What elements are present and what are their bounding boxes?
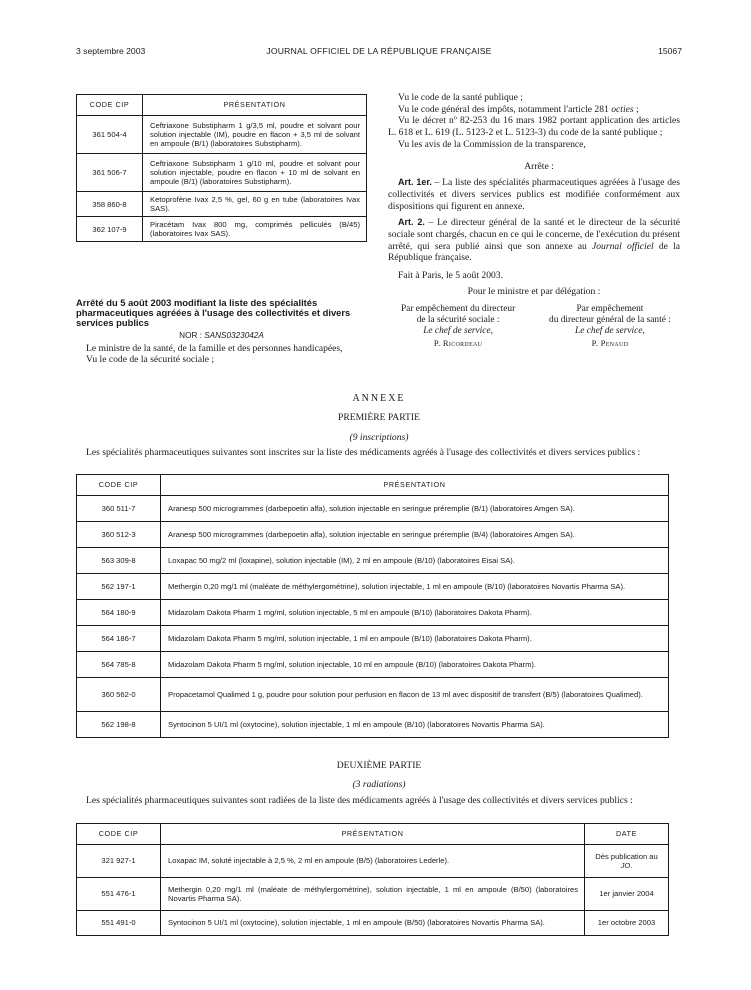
visa-italic-text: octies <box>611 103 634 115</box>
visa-paragraph: Vu le code de la santé publique ; <box>398 92 523 103</box>
right-column <box>388 92 680 348</box>
presentation-cell: Aranesp 500 microgrammes (darbepoetin alfa), solution injectable en seringue préremplie (B/1) (laboratoires Amgen SA). <box>161 496 669 522</box>
date-cell <box>585 845 669 878</box>
article-1 <box>388 177 680 212</box>
arrete-title: Arrêté du 5 août 2003 modifiant la liste des spécialités pharmaceutiques agréées à l'usage des collectivités et divers services publics <box>76 297 351 328</box>
header-page-number: 15067 <box>658 46 682 56</box>
column-header-cip: CODE CIP <box>77 95 143 116</box>
presentation-cell: Aranesp 500 microgrammes (darbepoetin alfa), solution injectable en seringue préremplie (B/4) (laboratoires Amgen SA). <box>161 522 669 548</box>
table-row <box>77 548 669 574</box>
cip-cell: 360 562-0 <box>77 678 161 712</box>
presentation-cell: Midazolam Dakota Pharm 5 mg/ml, solution injectable, 10 ml en ampoule (B/10) (laboratoires Dakota Pharm). <box>161 652 669 678</box>
cip-cell: 562 197-1 <box>77 574 161 600</box>
table-row <box>77 116 367 154</box>
fait-a-paris: Fait à Paris, le 5 août 2003. <box>398 270 503 282</box>
cip-cell: 551 491-0 <box>77 911 161 936</box>
table-row <box>77 192 367 217</box>
table-header-row <box>77 475 669 496</box>
table-row <box>77 911 669 936</box>
date-text: 1er octobre 2003 <box>597 918 656 928</box>
cip-cell: 564 785-8 <box>77 652 161 678</box>
article-2-italic: Journal officiel <box>592 240 654 252</box>
presentation-cell: Loxapac 50 mg/2 ml (loxapine), solution injectable (IM), 2 ml en ampoule (B/10) (laboratoires Eisai SA). <box>161 548 669 574</box>
part2-title: DEUXIÈME PARTIE <box>336 760 422 771</box>
nor-label: NOR : <box>179 330 202 340</box>
signature-name: P. Ricordeau <box>433 337 483 348</box>
table-row <box>77 600 669 626</box>
table-inscriptions <box>76 474 669 738</box>
article-1-label: Art. 1er. <box>398 177 432 188</box>
part2-count: (3 radiations) <box>352 779 406 790</box>
presentation-cell: Piracétam Ivax 800 mg, comprimés pelliculés (B/45) (laboratoires Ivax SAS). <box>143 217 367 242</box>
date-text-end: . <box>630 861 633 870</box>
cip-cell: 361 504-4 <box>77 116 143 154</box>
signature-name: P. Penaud <box>591 337 629 348</box>
cip-cell: 564 186-7 <box>77 626 161 652</box>
table-header-row <box>77 95 367 116</box>
visa-paragraph: Vu le décret nº 82-253 du 16 mars 1982 portant application des articles L. 618 et L. 619 (L. 5123-2 et L. 5123-3) du code de la santé publique ; <box>388 115 680 139</box>
nor-reference <box>76 331 367 340</box>
presentation-cell: Loxapac IM, soluté injectable à 2,5 %, 2 ml en ampoule (B/5) (laboratoires Lederle). <box>161 845 585 878</box>
date-italic: JO <box>620 861 631 870</box>
table-header-row <box>77 824 669 845</box>
delegation-line: Pour le ministre et par délégation : <box>467 285 601 297</box>
table-row <box>77 878 669 911</box>
article-2-text-end: de la République française. <box>388 240 680 264</box>
signature-role: Le chef de service, <box>575 326 645 337</box>
table-row <box>77 678 669 712</box>
part1-count: (9 inscriptions) <box>349 432 409 443</box>
table-row <box>77 496 669 522</box>
cip-cell: 321 927-1 <box>77 845 161 878</box>
header-title: JOURNAL OFFICIEL DE LA RÉPUBLIQUE FRANÇAISE <box>266 46 492 56</box>
signature-line: du directeur général de la santé : <box>549 315 671 326</box>
column-header-date: DATE <box>585 824 669 845</box>
annexe-title: ANNEXE <box>352 393 406 404</box>
arrete-section <box>76 298 367 366</box>
date-cell <box>585 911 669 936</box>
cip-cell: 551 476-1 <box>77 878 161 911</box>
presentation-cell: Midazolam Dakota Pharm 5 mg/ml, solution injectable, 1 ml en ampoule (B/10) (laboratoires Dakota Pharm). <box>161 626 669 652</box>
signature-line: Par empêchement du directeur <box>400 303 516 314</box>
article-1-text: – La liste des spécialités pharmaceutiques agréées à l'usage des collectivités et divers services publics est modifiée conformément aux dispositions qui figurent en annexe. <box>388 177 680 212</box>
signatures <box>388 304 680 349</box>
table-row <box>77 652 669 678</box>
arrete-paragraph: Vu le code de la sécurité sociale ; <box>86 354 215 366</box>
table-row <box>77 626 669 652</box>
table-row <box>77 217 367 242</box>
presentation-cell: Ceftriaxone Substipharm 1 g/3,5 ml, poudre et solvant pour solution injectable (IM), poudre en flacon + 3,5 ml de solvant en ampoule (B/1) (laboratoires Substipharm). <box>143 116 367 154</box>
presentation-cell: Syntocinon 5 UI/1 ml (oxytocine), solution injectable, 1 ml en ampoule (B/50) (laboratoires Novartis Pharma SA). <box>161 911 585 936</box>
visa-paragraph <box>388 104 680 116</box>
date-text: 1er janvier 2004 <box>599 889 654 899</box>
article-2-text: – Le directeur général de la santé et le directeur de la sécurité sociale sont chargés, chacun en ce qui le concerne, de l'exécution du présent arrêté, qui sera publié ainsi que son annexe au <box>388 217 680 252</box>
signature-left <box>388 304 528 349</box>
signature-right <box>540 304 680 349</box>
column-header-cip: CODE CIP <box>77 475 161 496</box>
visa-text: ; <box>636 103 639 115</box>
nor-code: SANS0323042A <box>204 330 264 340</box>
presentation-cell: Ceftriaxone Substipharm 1 g/10 ml, poudre et solvant pour solution injectable, poudre en flacon + 10 ml de solvant en ampoule (B/1) (laboratoires Substipharm). <box>143 154 367 192</box>
cip-cell: 564 180-9 <box>77 600 161 626</box>
cip-cell: 362 107-9 <box>77 217 143 242</box>
visa-paragraph: Vu les avis de la Commission de la transparence, <box>398 138 586 150</box>
presentation-cell: Syntocinon 5 UI/1 ml (oxytocine), solution injectable, 1 ml en ampoule (B/10) (laboratoires Novartis Pharma SA). <box>161 712 669 738</box>
presentation-cell: Midazolam Dakota Pharm 1 mg/ml, solution injectable, 5 ml en ampoule (B/10) (laboratoires Dakota Pharm). <box>161 600 669 626</box>
column-header-cip: CODE CIP <box>77 824 161 845</box>
table-top <box>76 94 367 242</box>
arrete-paragraph: Le ministre de la santé, de la famille et des personnes handicapées, <box>86 342 343 354</box>
table-radiations <box>76 823 669 936</box>
signature-line: de la sécurité sociale : <box>416 315 500 326</box>
page-header <box>76 46 682 60</box>
presentation-cell: Propacetamol Qualimed 1 g, poudre pour solution pour perfusion en flacon de 13 ml avec dispositif de transfert (B/5) (laboratoires Qualimed). <box>161 678 669 712</box>
article-2-label: Art. 2. <box>398 217 425 228</box>
presentation-cell: Methergin 0,20 mg/1 ml (maléate de méthylergométrine), solution injectable, 1 ml en ampoule (B/50) (laboratoires Novartis Pharma SA). <box>161 878 585 911</box>
column-header-presentation: PRÉSENTATION <box>161 824 585 845</box>
presentation-cell: Ketoprofène Ivax 2,5 %, gel, 60 g en tube (laboratoires Ivax SAS). <box>143 192 367 217</box>
part1-intro: Les spécialités pharmaceutiques suivantes sont inscrites sur la liste des médicaments agréés à l'usage des collectivités et divers services publics : <box>86 447 641 458</box>
table-row <box>77 522 669 548</box>
cip-cell: 563 309-8 <box>77 548 161 574</box>
part2-intro: Les spécialités pharmaceutiques suivantes sont radiées de la liste des médicaments agréés à l'usage des collectivités et divers services publics : <box>86 795 633 806</box>
header-date: 3 septembre 2003 <box>76 46 146 56</box>
table-row <box>77 574 669 600</box>
signature-line: Par empêchement <box>576 303 644 314</box>
article-2 <box>388 217 680 264</box>
cip-cell: 360 511-7 <box>77 496 161 522</box>
cip-cell: 360 512-3 <box>77 522 161 548</box>
visa-text: Vu le code général des impôts, notamment l'article 281 <box>398 103 609 115</box>
cip-cell: 361 506-7 <box>77 154 143 192</box>
table-row <box>77 845 669 878</box>
signature-role: Le chef de service, <box>423 326 493 337</box>
presentation-cell: Methergin 0,20 mg/1 ml (maléate de méthylergométrine), solution injectable, 1 ml en ampoule (B/10) (laboratoires Novartis Pharma SA). <box>161 574 669 600</box>
date-cell <box>585 878 669 911</box>
table-row <box>77 712 669 738</box>
part1-title: PREMIÈRE PARTIE <box>338 412 420 423</box>
cip-cell: 358 860-8 <box>77 192 143 217</box>
column-header-presentation: PRÉSENTATION <box>143 95 367 116</box>
arrete-label: Arrête : <box>524 160 554 172</box>
table-row <box>77 154 367 192</box>
cip-cell: 562 198-8 <box>77 712 161 738</box>
date-text: Dès publication au <box>595 851 658 861</box>
column-header-presentation: PRÉSENTATION <box>161 475 669 496</box>
